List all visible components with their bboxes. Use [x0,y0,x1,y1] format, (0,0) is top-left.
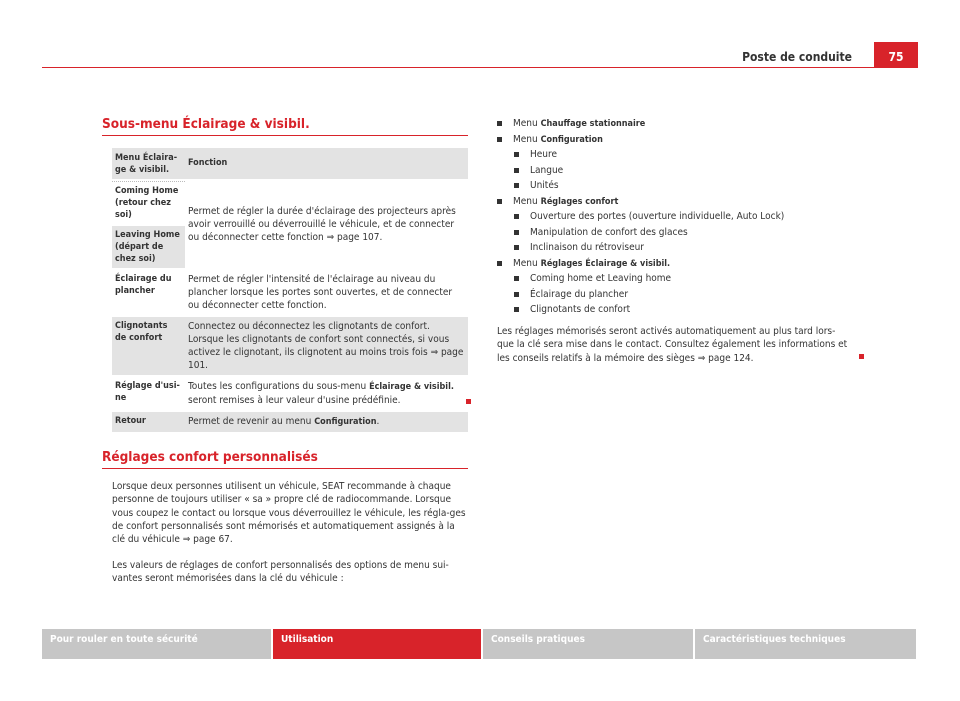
section-title-lighting-submenu: Sous-menu Éclairage & visibil. [102,116,468,136]
tab-technical-specs[interactable]: Caractéristiques techniques [695,629,916,659]
list-item: Ouverture des portes (ouverture individuelle, Auto Lock) [497,209,857,225]
bullet-icon [514,276,519,281]
row-name-leaving-home: Leaving Home (départ de chez soi) [112,226,185,268]
list-item: Menu Réglages Éclairage & visibil. [497,256,857,272]
memorized-options-list [497,116,857,318]
row-desc-factory-reset: Toutes les configurations du sous-menu Éclairage & visibil. seront remises à leur valeur d'usine prédéfinie. [188,381,454,406]
bullet-icon [514,183,519,188]
bullet-icon [497,199,502,204]
table-header-row [112,148,468,179]
list-item: Heure [497,147,857,163]
memory-activation-paragraph: Les réglages mémorisés seront activés automatiquement au plus tard lors-que la clé sera mise dans le contact. Consultez également les informations et les conseils relatifs à la mémoire des sièges ⇒ page 124. [497,326,848,364]
row-name-floor-lighting: Éclairage du plancher [115,274,172,296]
end-of-section-marker [466,399,471,404]
page-number: 75 [874,42,918,68]
table-row [112,377,468,410]
bullet-icon [514,307,519,312]
table-row [112,182,468,225]
tab-operation[interactable]: Utilisation [273,629,481,659]
tab-safety[interactable]: Pour rouler en toute sécurité [42,629,271,659]
list-item: Unités [497,178,857,194]
list-item: Coming home et Leaving home [497,271,857,287]
bullet-icon [497,121,502,126]
section-title-comfort-settings: Réglages confort personnalisés [102,449,468,469]
list-item: Clignotants de confort [497,302,857,318]
row-desc-coming-leaving-home: Permet de régler la durée d'éclairage des projecteurs après avoir verrouillé ou déverrouillé le véhicule, et de connecter ou déconnecter cette fonction ⇒ page 107. [185,182,468,269]
running-header-title: Poste de conduite [742,50,852,64]
list-item: Manipulation de confort des glaces [497,225,857,241]
table-row [112,270,468,315]
header-rule [42,67,918,68]
list-item: Menu Réglages confort [497,194,857,210]
bullet-icon [497,261,502,266]
row-name-comfort-turn-signals: Clignotants de confort [112,317,185,375]
row-name-coming-home: Coming Home (retour chez soi) [112,182,185,225]
bullet-icon [514,245,519,250]
list-item: Menu Chauffage stationnaire [497,116,857,132]
bullet-icon [514,214,519,219]
row-name-back: Retour [112,412,185,432]
list-item: Inclinaison du rétroviseur [497,240,857,256]
bullet-icon [514,292,519,297]
bullet-icon [514,152,519,157]
lighting-menu-table [112,148,468,432]
comfort-settings-paragraph-2: Les valeurs de réglages de confort personnalisés des options de menu sui-vantes seront mémorisées dans la clé du véhicule : [112,560,449,585]
tab-practical-tips[interactable]: Conseils pratiques [483,629,693,659]
list-item: Menu Configuration [497,132,857,148]
table-header-function: Fonction [185,148,468,179]
list-item: Langue [497,163,857,179]
chapter-navigation-bar [42,629,918,659]
table-row [112,412,468,432]
table-header-menu: Menu Éclaira-ge & visibil. [112,148,185,179]
end-of-section-marker [859,354,864,359]
table-row [112,317,468,375]
list-item: Éclairage du plancher [497,287,857,303]
bullet-icon [514,168,519,173]
bullet-icon [514,230,519,235]
bullet-icon [497,137,502,142]
row-name-factory-reset: Réglage d'usi-ne [115,381,180,403]
row-desc-comfort-turn-signals: Connectez ou déconnectez les clignotants de confort. Lorsque les clignotants de confort sont connectés, si vous activez le clignotant, ils clignotent au moins trois fois ⇒ page 101. [185,317,468,375]
row-desc-back: Permet de revenir au menu Configuration. [185,412,468,432]
row-desc-floor-lighting: Permet de régler l'intensité de l'éclairage au niveau du plancher lorsque les portes sont ouvertes, et de connecter ou déconnecter cette fonction. [188,274,453,311]
comfort-settings-paragraph-1: Lorsque deux personnes utilisent un véhicule, SEAT recommande à chaque personne de toujours utiliser « sa » propre clé de radiocommande. Lorsque vous coupez le contact ou lorsque vous déverrouillez le véhicule, les régla-ges de confort personnalisés sont mémorisés et automatiquement assignés à la clé du véhicule ⇒ page 67. [112,481,466,546]
